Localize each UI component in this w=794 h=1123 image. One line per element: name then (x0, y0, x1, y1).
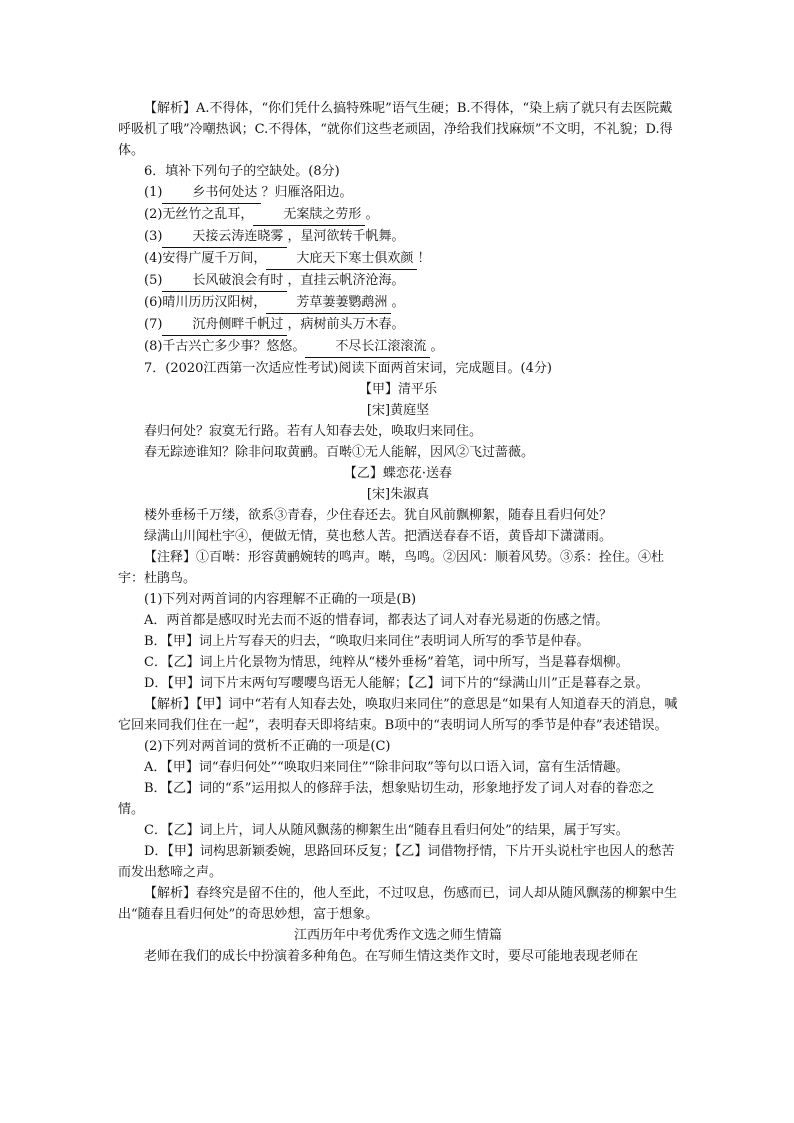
sub2-option-b: B．【乙】词的“系”运用拟人的修辞手法，想象贴切生动，形象地抒发了词人对春的眷恋之情。 (118, 781, 655, 817)
poem1-line: 春归何处？寂寞无行路。若有人知春去处，唤取归来同住。 (144, 424, 483, 439)
poem1-line: 春无踪迹谁知？除非问取黄鹂。百啭①无人能解，因风②飞过蔷薇。 (144, 445, 535, 460)
sub1-option-d: D．【甲】词下片末两句写嘤嘤鸟语无人能解；【乙】词下片的“绿满山川”正是暮春之景。 (144, 676, 649, 691)
poem-notes: 【注释】①百啭：形容黄鹂婉转的鸣声。啭，鸟鸣。②因风：顺着风势。③系：拴住。④杜宇：杜鹃鸟。 (118, 550, 665, 586)
sub2-option-c: C．【乙】词上片，词人从随风飘荡的柳絮生出“随春且看归何处”的结果，属于写实。 (144, 823, 629, 838)
poem2-line: 绿满山川闻杜宇④，便做无情，莫也愁人苦。把酒送春春不语，黄昏却下潇潇雨。 (144, 529, 613, 544)
sub2-option-d: D．【甲】词构思新颖委婉，思路回环反复；【乙】词借物抒情，下片开头说杜宇也因人的愁苦而发出愁啼之声。 (118, 844, 675, 880)
poem2-title: 【乙】蝶恋花·送春 (343, 466, 453, 481)
poem1-title: 【甲】清平乐 (358, 382, 437, 397)
sub1-title: (1)下列对两首词的内容理解不正确的一项是(B) (144, 592, 417, 607)
essay-intro: 老师在我们的成长中扮演着多种角色。在写师生情这类作文时，要尽可能地表现老师在 (144, 949, 639, 964)
q6-item: (4)安得广厦千万间， 大庇天下寒士俱欢颜 ！ (118, 248, 678, 270)
sub1-analysis: 【解析】【甲】词中“若有人知春去处，唤取归来同住”的意思是“如果有人知道春天的消息，喊它回来同我们住在一起”，表明春天即将结束。B项中的“表明词人所写的季节是仲春”表述错误。 (118, 697, 678, 733)
poem1-author: [宋]黄庭坚 (366, 403, 430, 418)
document-page (118, 98, 678, 967)
q6-item: (2)无丝竹之乱耳， 无案牍之劳形 。 (118, 204, 678, 226)
q6-title: 6．填补下列句子的空缺处。(8分) (144, 164, 340, 179)
q6-items (118, 182, 678, 358)
sub2-title: (2)下列对两首词的赏析不正确的一项是(C) (144, 739, 391, 754)
q6-item: (5) 长风破浪会有时 ，直挂云帆济沧海。 (118, 270, 678, 292)
q6-item: (7) 沉舟侧畔千帆过 ，病树前头万木春。 (118, 314, 678, 336)
sub1-option-c: C．【乙】词上片化景物为情思，纯粹从“楼外垂杨”着笔，词中所写，当是暮春烟柳。 (144, 655, 629, 670)
q6-item: (1) 乡书何处达 ？归雁洛阳边。 (118, 182, 678, 204)
q7-title: 7．(2020江西第一次适应性考试)阅读下面两首宋词，完成题目。(4分) (144, 361, 552, 376)
q5-analysis: 【解析】A.不得体，“你们凭什么搞特殊呢”语气生硬；B.不得体，“染上病了就只有去医院戴呼吸机了哦”冷嘲热讽；C.不得体，“就你们这些老顽固，净给我们找麻烦”不文明，不礼貌；D.得体。 (118, 101, 673, 158)
poem2-author: [宋]朱淑真 (366, 487, 430, 502)
sub1-option-a: A．两首都是感叹时光去而不返的惜春词，都表达了词人对春光易逝的伤感之情。 (144, 613, 609, 628)
sub1-option-b: B．【甲】词上片写春天的归去，“唤取归来同住”表明词人所写的季节是仲春。 (144, 634, 590, 649)
q6-item: (3) 天接云涛连晓雾 ，星河欲转千帆舞。 (118, 226, 678, 248)
q6-item: (8)千古兴亡多少事？悠悠。 不尽长江滚滚流 。 (118, 336, 678, 358)
sub2-option-a: A．【甲】词“春归何处”“唤取归来同住”“除非问取”等句以口语入词，富有生活情趣。 (144, 760, 629, 775)
sub2-analysis: 【解析】春终究是留不住的，他人至此，不过叹息，伤感而已，词人却从随风飘荡的柳絮中生出“随春且看归何处”的奇思妙想，富于想象。 (118, 886, 678, 922)
q6-item: (6)晴川历历汉阳树， 芳草萋萋鹦鹉洲 。 (118, 292, 678, 314)
poem2-line: 楼外垂杨千万缕，欲系③青春，少住春还去。犹自风前飘柳絮，随春且看归何处？ (144, 508, 613, 523)
essay-title: 江西历年中考优秀作文选之师生情篇 (293, 928, 502, 943)
